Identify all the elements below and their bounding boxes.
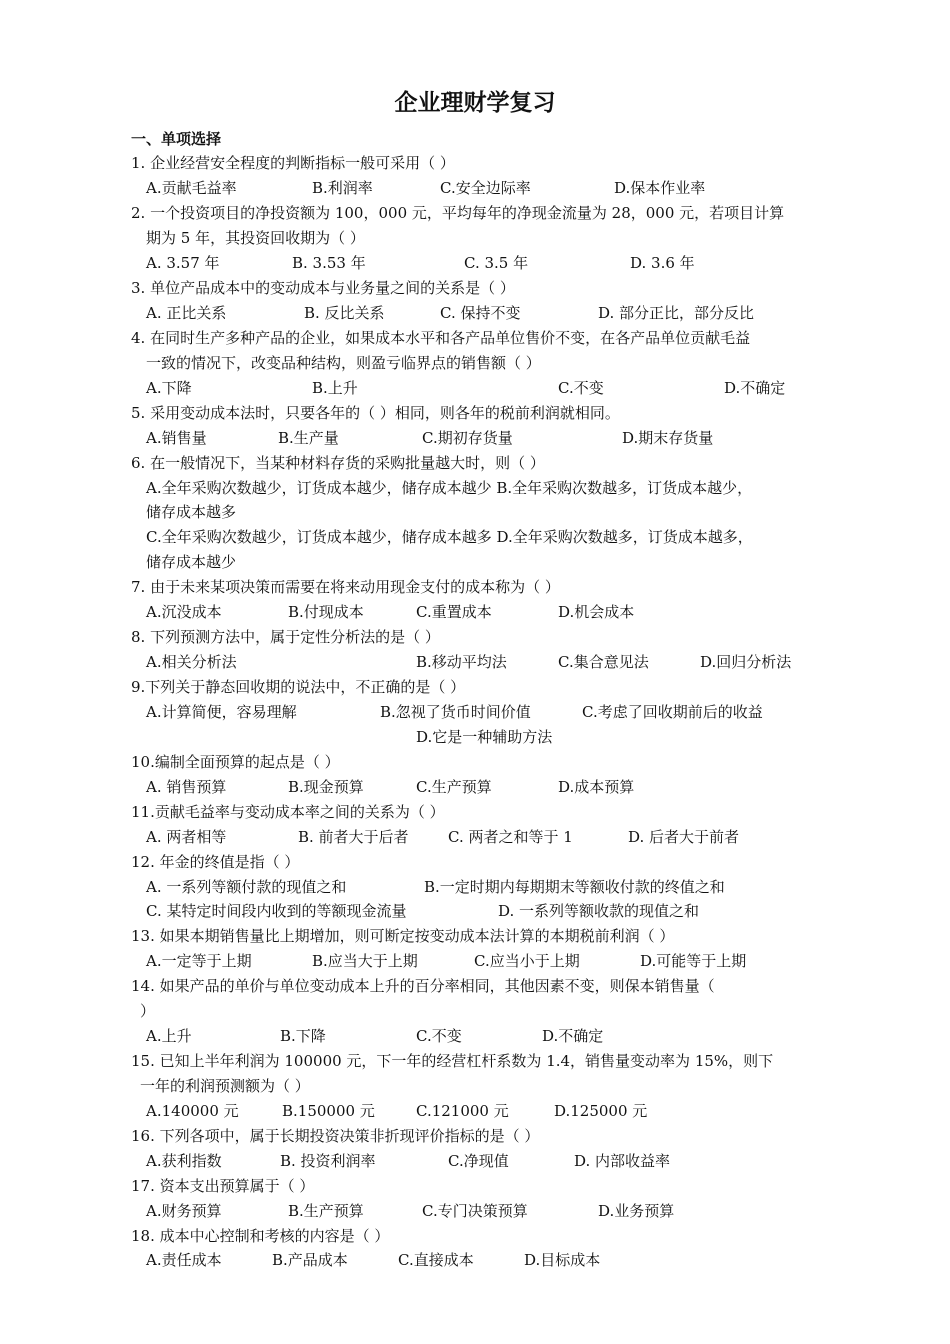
q13-option-c: C.应当小于上期 (474, 952, 580, 970)
q3-option-a: A. 正比关系 (146, 304, 227, 322)
q3-option-b: B. 反比关系 (304, 304, 385, 322)
q8-option-c: C.集合意见法 (558, 653, 649, 671)
q17-option-c: C.专门决策预算 (422, 1202, 528, 1220)
q16-option-a: A.获利指数 (146, 1152, 222, 1170)
q4-option-b: B.上升 (312, 379, 358, 397)
q4-option-c: C.不变 (558, 379, 604, 397)
q2-option-a: A. 3.57 年 (146, 254, 220, 272)
question-11-stem: 11.贡献毛益率与变动成本率之间的关系为（ ） (131, 803, 445, 821)
q7-option-d: D.机会成本 (558, 603, 635, 621)
section-heading: 一、单项选择 (131, 130, 222, 148)
q5-option-b: B.生产量 (278, 429, 339, 447)
q9-option-d: D.它是一种辅助方法 (416, 728, 553, 746)
q7-option-b: B.付现成本 (288, 603, 364, 621)
q1-option-c: C.安全边际率 (440, 179, 531, 197)
q6-option-cd-line2: 储存成本越少 (146, 553, 237, 571)
question-4-stem-line1: 4. 在同时生产多种产品的企业，如果成本水平和各产品单位售价不变，在各产品单位贡献毛益 (131, 329, 751, 347)
question-15-stem-line2: 一年的利润预测额为（ ） (140, 1077, 310, 1095)
q5-option-a: A.销售量 (146, 429, 207, 447)
q3-option-d: D. 部分正比，部分反比 (598, 304, 755, 322)
q10-option-d: D.成本预算 (558, 778, 635, 796)
q11-option-d: D. 后者大于前者 (628, 828, 740, 846)
question-2-stem-line1: 2. 一个投资项目的净投资额为 100，000 元，平均每年的净现金流量为 28，000 元，若项目计算 (131, 204, 785, 222)
q5-option-d: D.期末存货量 (622, 429, 714, 447)
question-4-stem-line2: 一致的情况下，改变品种结构，则盈亏临界点的销售额（ ） (146, 354, 541, 372)
q2-option-b: B. 3.53 年 (292, 254, 366, 272)
q5-option-c: C.期初存货量 (422, 429, 513, 447)
question-14-stem-line2: ） (140, 1002, 156, 1020)
question-18-stem: 18. 成本中心控制和考核的内容是（ ） (131, 1227, 390, 1245)
q12-option-c: C. 某特定时间段内收到的等额现金流量 (146, 902, 407, 920)
question-17-stem: 17. 资本支出预算属于（ ） (131, 1177, 315, 1195)
q1-option-a: A.贡献毛益率 (146, 179, 237, 197)
q10-option-b: B.现金预算 (288, 778, 364, 796)
q6-option-cd-line1: C.全年采购次数越少，订货成本越少，储存成本越多 D.全年采购次数越多，订货成本越多， (146, 528, 753, 546)
q1-option-b: B.利润率 (312, 179, 373, 197)
q11-option-c: C. 两者之和等于 1 (448, 828, 573, 846)
q9-option-c: C.考虑了回收期前后的收益 (582, 703, 763, 721)
q15-option-c: C.121000 元 (416, 1102, 509, 1120)
q7-option-c: C.重置成本 (416, 603, 492, 621)
page-title: 企业理财学复习 (394, 90, 556, 116)
question-2-stem-line2: 期为 5 年，其投资回收期为（ ） (146, 229, 365, 247)
question-9-stem: 9.下列关于静态回收期的说法中，不正确的是（ ） (131, 678, 466, 696)
q15-option-a: A.140000 元 (146, 1102, 239, 1120)
q8-option-a: A.相关分析法 (146, 653, 237, 671)
q10-option-a: A. 销售预算 (146, 778, 227, 796)
q4-option-d: D.不确定 (724, 379, 786, 397)
q6-option-ab-line1: A.全年采购次数越少，订货成本越少，储存成本越少 B.全年采购次数越多，订货成本越少， (146, 479, 753, 497)
q8-option-b: B.移动平均法 (416, 653, 507, 671)
question-13-stem: 13. 如果本期销售量比上期增加，则可断定按变动成本法计算的本期税前利润（ ） (131, 927, 675, 945)
q17-option-a: A.财务预算 (146, 1202, 222, 1220)
q14-option-c: C.不变 (416, 1027, 462, 1045)
question-10-stem: 10.编制全面预算的起点是（ ） (131, 753, 340, 771)
question-1-stem: 1. 企业经营安全程度的判断指标一般可采用（ ） (131, 154, 455, 172)
q11-option-b: B. 前者大于后者 (298, 828, 409, 846)
q3-option-c: C. 保持不变 (440, 304, 521, 322)
q15-option-d: D.125000 元 (554, 1102, 648, 1120)
q12-option-a: A. 一系列等额付款的现值之和 (146, 878, 347, 896)
q2-option-d: D. 3.6 年 (630, 254, 695, 272)
q13-option-a: A.一定等于上期 (146, 952, 252, 970)
question-7-stem: 7. 由于未来某项决策而需要在将来动用现金支付的成本称为（ ） (131, 578, 560, 596)
q16-option-c: C.净现值 (448, 1152, 509, 1170)
q16-option-b: B. 投资利润率 (280, 1152, 376, 1170)
q8-option-d: D.回归分析法 (700, 653, 792, 671)
question-16-stem: 16. 下列各项中，属于长期投资决策非折现评价指标的是（ ） (131, 1127, 540, 1145)
q2-option-c: C. 3.5 年 (464, 254, 529, 272)
q9-option-b: B.忽视了货币时间价值 (380, 703, 531, 721)
q18-option-c: C.直接成本 (398, 1251, 474, 1269)
q10-option-c: C.生产预算 (416, 778, 492, 796)
question-8-stem: 8. 下列预测方法中，属于定性分析法的是（ ） (131, 628, 440, 646)
q18-option-d: D.目标成本 (524, 1251, 601, 1269)
q14-option-d: D.不确定 (542, 1027, 604, 1045)
q11-option-a: A. 两者相等 (146, 828, 227, 846)
q13-option-d: D.可能等于上期 (640, 952, 747, 970)
q17-option-b: B.生产预算 (288, 1202, 364, 1220)
question-12-stem: 12. 年金的终值是指（ ） (131, 853, 300, 871)
q18-option-a: A.责任成本 (146, 1251, 222, 1269)
q18-option-b: B.产品成本 (272, 1251, 348, 1269)
q14-option-b: B.下降 (280, 1027, 326, 1045)
q17-option-d: D.业务预算 (598, 1202, 675, 1220)
q16-option-d: D. 内部收益率 (574, 1152, 671, 1170)
q6-option-ab-line2: 储存成本越多 (146, 503, 237, 521)
question-15-stem-line1: 15. 已知上半年利润为 100000 元，下一年的经营杠杆系数为 1.4，销售量变动率为 15%，则下 (131, 1052, 774, 1070)
q12-option-d: D. 一系列等额收款的现值之和 (498, 902, 700, 920)
q7-option-a: A.沉没成本 (146, 603, 222, 621)
question-14-stem-line1: 14. 如果产品的单价与单位变动成本上升的百分率相同，其他因素不变，则保本销售量（ (131, 977, 715, 995)
q15-option-b: B.150000 元 (282, 1102, 375, 1120)
q13-option-b: B.应当大于上期 (312, 952, 418, 970)
question-5-stem: 5. 采用变动成本法时，只要各年的（ ）相同，则各年的税前利润就相同。 (131, 404, 620, 422)
question-3-stem: 3. 单位产品成本中的变动成本与业务量之间的关系是（ ） (131, 279, 515, 297)
q9-option-a: A.计算简便，容易理解 (146, 703, 297, 721)
q12-option-b: B.一定时期内每期期末等额收付款的终值之和 (424, 878, 725, 896)
q1-option-d: D.保本作业率 (614, 179, 706, 197)
q14-option-a: A.上升 (146, 1027, 192, 1045)
question-6-stem: 6. 在一般情况下，当某种材料存货的采购批量越大时，则（ ） (131, 454, 545, 472)
q4-option-a: A.下降 (146, 379, 192, 397)
